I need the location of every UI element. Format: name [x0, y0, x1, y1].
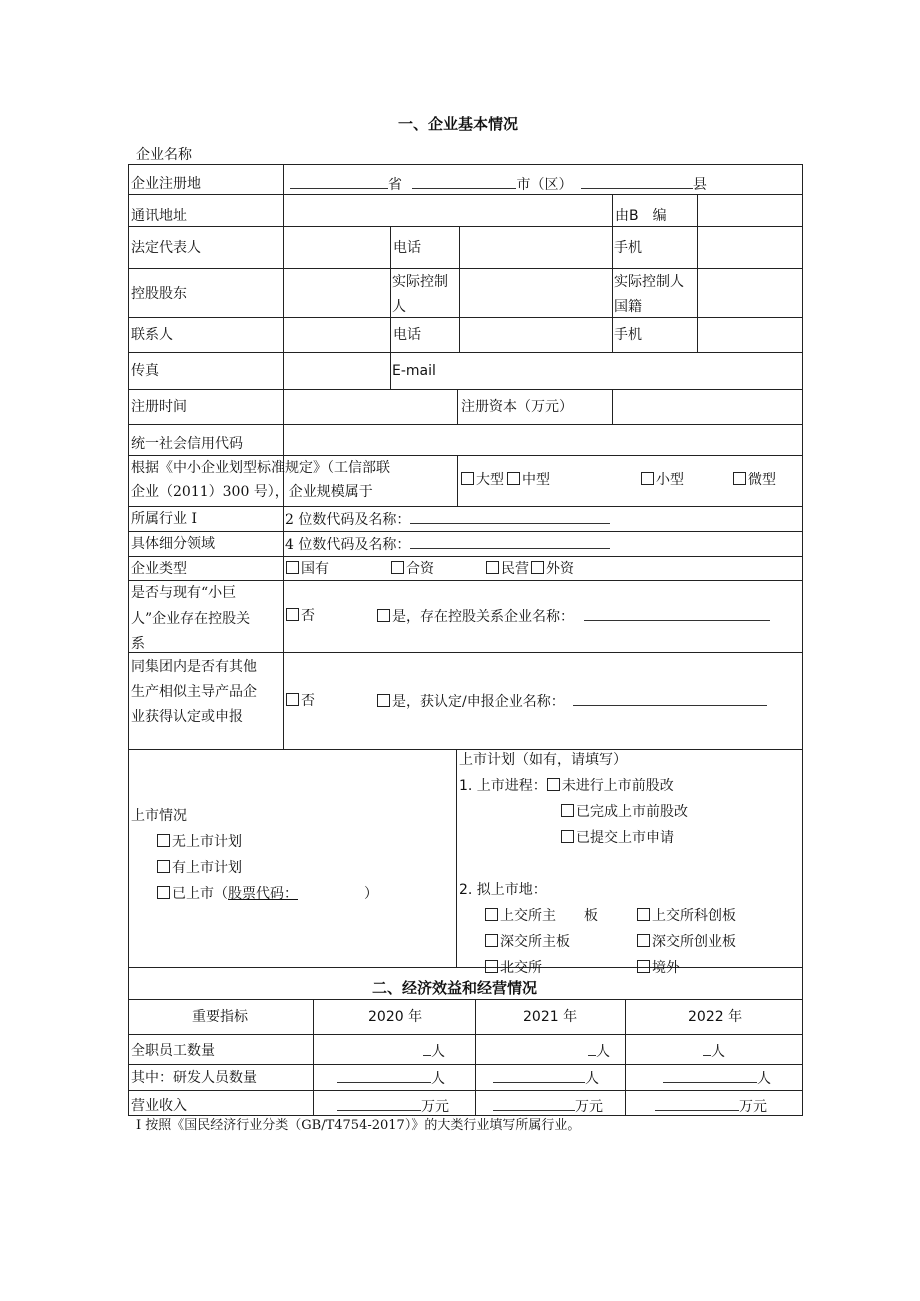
econ-rd-2022[interactable]: 人 [663, 1068, 771, 1089]
listing-plan-title: 上市计划（如有，请填写） [459, 752, 627, 768]
credit-code-label: 统一社会信用代码 [131, 436, 243, 452]
listing-section [129, 750, 802, 976]
actual-controller-label-1: 实际控制 [392, 274, 448, 290]
giant-opt-no[interactable]: 否 [286, 606, 315, 626]
listing-opt-none[interactable]: 无上市计划 [157, 832, 242, 852]
checkbox-icon [561, 830, 574, 843]
province-label: 省 [388, 177, 402, 193]
fax-label: 传真 [131, 363, 159, 379]
reg-place-fields[interactable] [290, 174, 707, 195]
email-label: E-mail [392, 363, 436, 379]
type-opt-state[interactable]: 国有 [286, 559, 329, 579]
venue-sz-main[interactable]: 深交所主板 [485, 932, 570, 952]
venue-abroad[interactable]: 境外 [637, 958, 680, 978]
scale-opt-small[interactable]: 小型 [641, 470, 684, 490]
listing-label: 上市情况 [131, 808, 187, 824]
checkbox-icon [637, 908, 650, 921]
giant-relation-label-3: 系 [131, 636, 145, 652]
checkbox-icon [391, 561, 404, 574]
city-label: 市（区） [516, 177, 573, 193]
contact-label: 联系人 [131, 327, 173, 343]
listing-opt-listed[interactable]: 已上市（股票代码： ） [157, 884, 378, 904]
econ-row-rd-label: 其中：研发人员数量 [131, 1070, 257, 1086]
econ-revenue-2022[interactable]: 万元 [655, 1096, 767, 1117]
group-similar-label-1: 同集团内是否有其他 [131, 659, 257, 675]
legal-rep-phone-label: 电话 [393, 240, 421, 256]
industry-label: 所属行业 I [131, 511, 197, 527]
type-opt-foreign[interactable]: 外资 [531, 559, 574, 579]
econ-rd-2021[interactable]: 人 [493, 1068, 599, 1089]
econ-year-2021: 2021 年 [523, 1009, 578, 1025]
type-opt-private[interactable]: 民营 [486, 559, 529, 579]
scale-opt-medium[interactable]: 中型 [507, 470, 550, 490]
checkbox-icon [286, 608, 299, 621]
checkbox-icon [486, 561, 499, 574]
econ-header-label: 重要指标 [192, 1009, 248, 1025]
sub-field-label: 具体细分领域 [131, 536, 215, 552]
checkbox-icon [485, 960, 498, 973]
scale-opt-large[interactable]: 大型 [461, 470, 504, 490]
actual-controller-label-2: 人 [392, 299, 406, 315]
group-opt-no[interactable]: 否 [286, 691, 315, 711]
group-opt-yes[interactable]: 是，获认定/申报企业名称： [377, 691, 767, 712]
venue-sh-star[interactable]: 上交所科创板 [637, 906, 736, 926]
venue-sh-main[interactable]: 上交所主 板 [485, 906, 598, 926]
section-title-basic-info: 一、企业基本情况 [398, 115, 519, 133]
nationality-label-1: 实际控制人 [614, 274, 684, 290]
reg-place-label: 企业注册地 [131, 176, 201, 192]
checkbox-icon [485, 908, 498, 921]
checkbox-icon [637, 934, 650, 947]
sub-field-code-field[interactable]: 4 位数代码及名称： [285, 534, 610, 555]
checkbox-icon [547, 778, 560, 791]
giant-opt-yes[interactable]: 是，存在控股关系企业名称： [377, 606, 770, 627]
scale-label-1: 根据《中小企业划型标准规定》（工信部联 [131, 460, 390, 476]
company-type-label: 企业类型 [131, 561, 187, 577]
venue-bj[interactable]: 北交所 [485, 958, 542, 978]
venue-sz-chinext[interactable]: 深交所创业板 [637, 932, 736, 952]
checkbox-icon [485, 934, 498, 947]
econ-staff-2020[interactable]: 人 [423, 1041, 445, 1062]
listing-progress-3[interactable]: 已提交上市申请 [561, 828, 674, 848]
checkbox-icon [286, 693, 299, 706]
legal-rep-label: 法定代表人 [131, 240, 201, 256]
checkbox-icon [377, 694, 390, 707]
section-title-economic: 二、经济效益和经营情况 [372, 979, 538, 997]
checkbox-icon [157, 860, 170, 873]
econ-staff-2021[interactable]: 人 [588, 1041, 610, 1062]
checkbox-icon [286, 561, 299, 574]
address-label: 通讯地址 [131, 208, 187, 224]
checkbox-icon [637, 960, 650, 973]
company-name-label: 企业名称 [136, 147, 192, 163]
giant-relation-label-2: 人”企业存在控股关 [131, 611, 251, 627]
econ-revenue-2021[interactable]: 万元 [493, 1096, 603, 1117]
checkbox-icon [641, 472, 654, 485]
checkbox-icon [507, 472, 520, 485]
industry-code-field[interactable]: 2 位数代码及名称： [285, 509, 610, 530]
checkbox-icon [733, 472, 746, 485]
listing-opt-plan[interactable]: 有上市计划 [157, 858, 242, 878]
nationality-label-2: 国籍 [614, 299, 642, 315]
scale-label-2: 企业（2011）300 号），企业规模属于 [131, 484, 373, 500]
listing-progress-1[interactable]: 1. 上市进程： 未进行上市前股改 [459, 778, 674, 794]
county-label: 县 [692, 177, 707, 193]
giant-relation-label-1: 是否与现有“小巨 [131, 585, 237, 601]
group-similar-label-2: 生产相似主导产品企 [131, 684, 257, 700]
econ-rd-2020[interactable]: 人 [337, 1068, 445, 1089]
checkbox-icon [377, 609, 390, 622]
checkbox-icon [561, 804, 574, 817]
group-similar-label-3: 业获得认定或申报 [131, 709, 243, 725]
econ-revenue-2020[interactable]: 万元 [337, 1096, 449, 1117]
econ-row-staff-label: 全职员工数量 [131, 1043, 215, 1059]
econ-row-revenue-label: 营业收入 [131, 1098, 187, 1114]
stock-code-label: 股票代码： [228, 886, 298, 902]
reg-time-label: 注册时间 [131, 399, 187, 415]
checkbox-icon [157, 834, 170, 847]
contact-mobile-label: 手机 [614, 327, 642, 343]
type-opt-jv[interactable]: 合资 [391, 559, 434, 579]
scale-opt-micro[interactable]: 微型 [733, 470, 776, 490]
listing-progress-2[interactable]: 已完成上市前股改 [561, 802, 688, 822]
econ-staff-2022[interactable]: 人 [703, 1041, 725, 1062]
listing-venue-label: 2. 拟上市地： [459, 882, 547, 898]
checkbox-icon [157, 886, 170, 899]
contact-phone-label: 电话 [393, 327, 421, 343]
econ-year-2020: 2020 年 [368, 1009, 423, 1025]
reg-capital-label: 注册资本（万元） [461, 399, 573, 415]
legal-rep-mobile-label: 手机 [614, 240, 642, 256]
econ-year-2022: 2022 年 [688, 1009, 743, 1025]
checkbox-icon [531, 561, 544, 574]
postcode-label: 由B 编 [615, 208, 667, 224]
controlling-shareholder-label: 控股股东 [131, 286, 187, 302]
checkbox-icon [461, 472, 474, 485]
footnote: I 按照《国民经济行业分类（GB/T4754-2017）》的大类行业填写所属行业。 [136, 1118, 581, 1133]
